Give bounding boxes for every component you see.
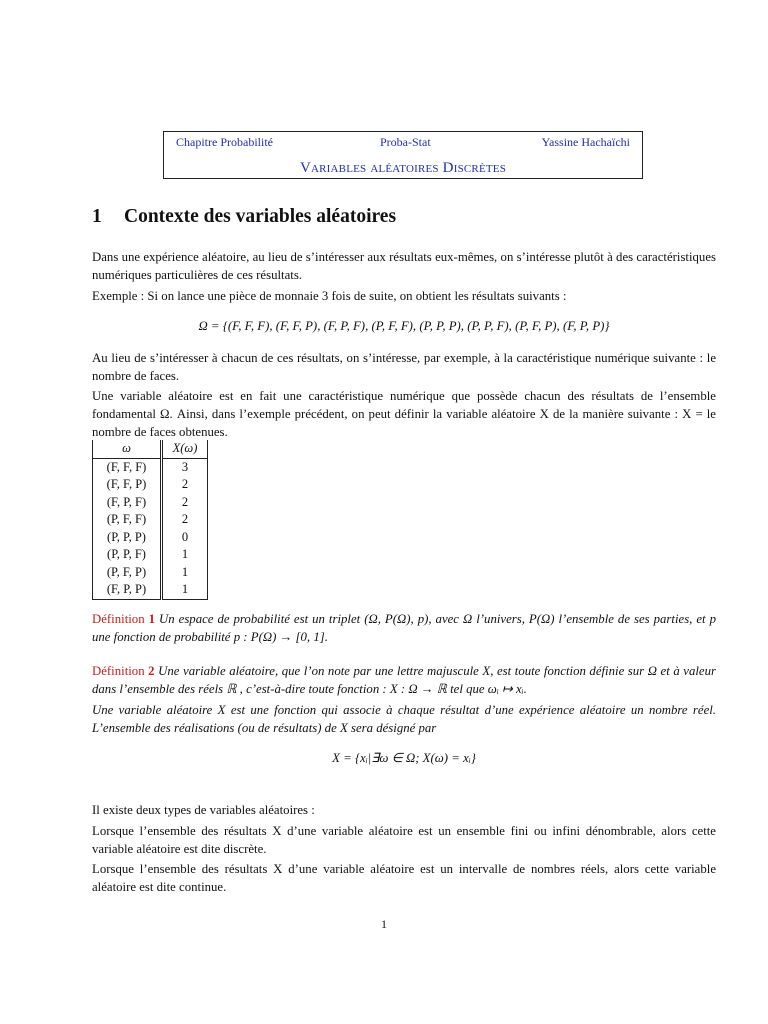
paragraph-exemple: Exemple : Si on lance une pièce de monnaie 3 fois de suite, on obtient les résultats suivants : [92,289,567,303]
header-box [163,131,643,179]
paragraph-discrete: Lorsque l’ensemble des résultats X d’une variable aléatoire est un ensemble fini ou infini dénombrable, alors cette variable aléatoire est dite discrète. [92,824,716,856]
paragraph-au-lieu: Au lieu de s’intéresser à chacun de ces résultats, on s’intéresse, par exemple, à la caractéristique numérique suivante : le nombre de faces. [92,351,716,383]
table-cell-value: 3 [162,458,208,476]
definition-1-text: Un espace de probabilité est un triplet (Ω, P(Ω), p), avec Ω l’univers, P(Ω) l’ensemble de ses parties, et p une fonction de probabilité p : P(Ω) → [0, 1]. [92,612,716,644]
definition-1-label [92,612,155,626]
definition-2-text: Une variable aléatoire, que l’on note par une lettre majuscule X, est toute fonction définie sur Ω et à valeur dans l’ensemble des réels ℝ , c’est-à-dire toute fonction : X : Ω → ℝ tel que ωᵢ ↦ xᵢ. [92,664,716,696]
definition-2-number: 2 [148,664,155,678]
page-number: 1 [381,917,387,931]
table-row [93,564,208,582]
table-row [93,476,208,494]
table-cell-value: 1 [162,581,208,599]
header-course: Proba-Stat [380,135,431,149]
table-cell-outcome: (F, F, P) [93,476,162,494]
table-row [93,529,208,547]
table-cell-value: 1 [162,564,208,582]
table-cell-outcome: (F, P, F) [93,494,162,512]
table-header-x: X(ω) [162,440,208,458]
definition-2 [92,662,716,698]
definition-2-word: Définition [92,664,145,678]
table-row [93,581,208,599]
definition-2-label [92,664,155,678]
table-cell-outcome: (F, F, F) [93,458,162,476]
header-title: Variables aléatoires Discrètes [299,160,507,176]
paragraph-intro: Dans une expérience aléatoire, au lieu de s’intéresser aux résultats eux-mêmes, on s’intéresse plutôt à des caractéristiques numériques particulières de ces résultats. [92,250,716,282]
table-row [93,546,208,564]
table-cell-outcome: (F, P, P) [93,581,162,599]
table-cell-outcome: (P, P, P) [93,529,162,547]
table-cell-value: 2 [162,511,208,529]
table-cell-outcome: (P, F, F) [93,511,162,529]
table-cell-value: 0 [162,529,208,547]
paragraph-variable: Une variable aléatoire est en fait une caractéristique numérique que possède chacun des résultats de l’ensemble fondamental Ω. Ainsi, dans l’exemple précédent, on peut définir la variable aléatoire X de la manière suivante : X = le nombre de faces obtenues. [92,389,716,439]
header-author: Yassine Hachaïchi [541,135,630,149]
paragraph-continue: Lorsque l’ensemble des résultats X d’une variable aléatoire est un intervalle de nombres réels, alors cette variable aléatoire est dite continue. [92,862,716,894]
table-header-omega: ω [93,440,162,458]
table-cell-value: 2 [162,476,208,494]
table-cell-value: 1 [162,546,208,564]
table-row [93,494,208,512]
definition-1 [92,610,716,646]
table-row [93,511,208,529]
table-cell-outcome: (P, F, P) [93,564,162,582]
section-number: 1 [92,206,102,227]
section-heading [92,206,396,228]
definition-2-continuation: Une variable aléatoire X est une fonction qui associe à chaque résultat d’une expérience aléatoire un nombre réel. L’ensemble des réalisations (ou de résultats) de X sera désigné par [92,703,716,735]
header-row [164,135,642,151]
table-cell-outcome: (P, P, F) [93,546,162,564]
header-chapter: Chapitre Probabilité [176,135,273,149]
omega-formula: Ω = {(F, F, F), (F, F, P), (F, P, F), (P, F, F), (P, P, P), (P, P, F), (P, F, P), (F, P, P)} [198,319,610,333]
definition-1-number: 1 [148,612,156,626]
results-table [92,440,208,600]
section-title: Contexte des variables aléatoires [124,206,397,227]
table-row [93,458,208,476]
paragraph-types-intro: Il existe deux types de variables aléatoires : [92,803,315,817]
realisations-formula: X = {xᵢ|∃ω ∈ Ω; X(ω) = xᵢ} [332,751,476,765]
table-cell-value: 2 [162,494,208,512]
definition-1-word: Définition [92,612,145,626]
table-header-row [93,440,208,458]
